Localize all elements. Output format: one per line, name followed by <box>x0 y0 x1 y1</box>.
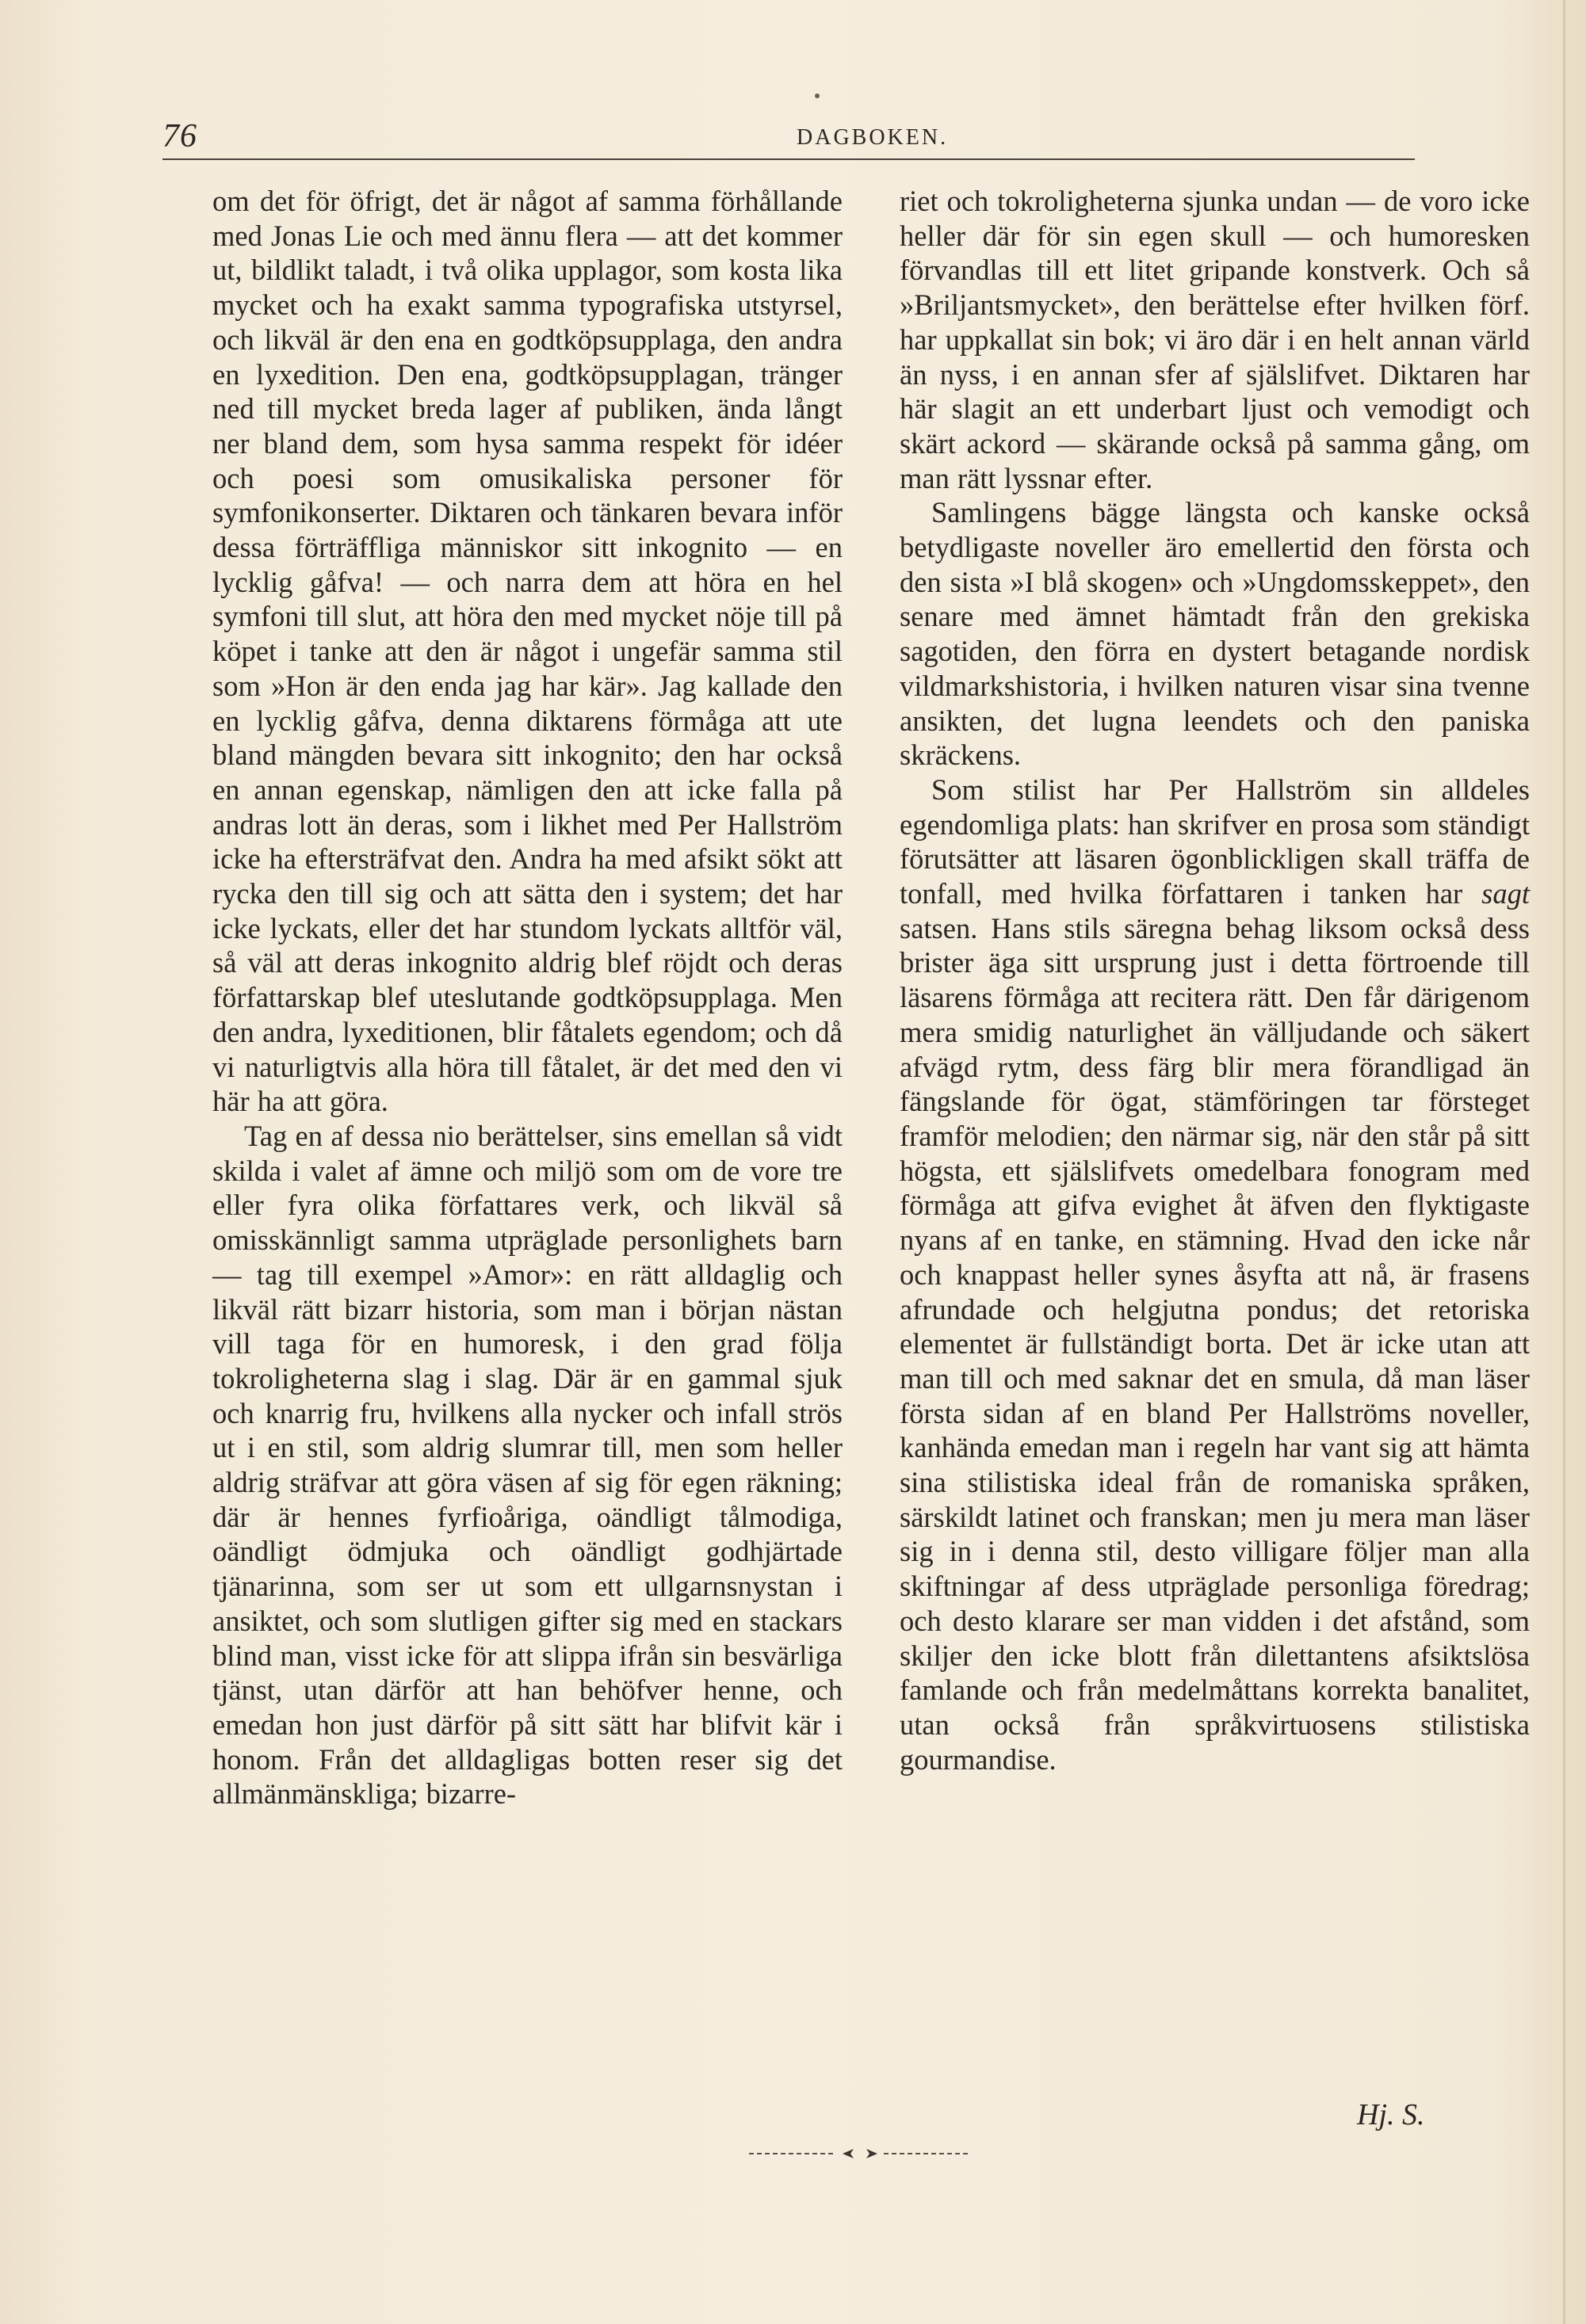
paragraph-text: Som stilist har Per Hallström sin alldeles egendomliga plats: han skrifver en prosa som ständigt förutsätter att läsaren ögonblickligen skall träffa de tonfall, med hvilka författaren i tanken har <box>900 773 1530 910</box>
page-edge <box>1563 0 1565 2324</box>
paragraph-text: satsen. Hans stils säregna behag liksom också dess brister äga sitt ursprung just i detta förtroende till läsarens förmåga att recitera rätt. Den får därigenom mera smidig naturlighet än välljudande och säkert afvägd rytm, dess färg blir mera förandligad än fängslande för ögat, stämföringen tar försteget framför melodien; den närmar sig, när den står på sitt högsta, ett själslifvets omedelbara fonogram med förmåga att gifva evighet åt äfven den flyktigaste nyans af en tanke, en stämning. Hvad den icke når och knappast heller synes åsyfta att nå, är frasens afrundade och helgjutna pondus; det retoriska elementet är fullständigt borta. Det är icke utan att man till och med saknar det en smula, då man läser första sidan af en bland Per Hallströms noveller, kanhända emedan man i regeln har vant sig att hämta sina stilistiska ideal från de romaniska språken, särskildt latinet och franskan; men ju mera man läser sig in i denna stil, desto villigare följer man alla skiftningar af dess utpräglade personliga föredrag; och desto klarare ser man vidden i det afstånd, som skiljer den icke blott från dilettantens afsiktslösa famlande och från medelmåttans korrekta banalitet, utan också från språkvirtuosens stilistiska gourmandise. <box>900 911 1530 1776</box>
right-column <box>900 184 1530 1776</box>
page-number: 76 <box>162 118 197 155</box>
left-paragraph-2: Tag en af dessa nio berättelser, sins emellan så vidt skilda i valet af ämne och miljö som om de vore tre eller fyra olika författares verk, och likväl så omisskännligt samma utpräglade personlighets barn — tag till exempel »Amor»: en rätt alldaglig och likväl rätt bizarr historia, som man i början nästan vill taga för en humoresk, i den grad följa tokroligheterna slag i slag. Där är en gammal sjuk och knarrig fru, hvilkens alla nycker och infall strös ut i en stil, som aldrig slumrar till, men som heller aldrig sträfvar att göra väsen af sig för egen räkning; där är hennes fyrfioåriga, oändligt tålmodiga, oändligt ödmjuka och oändligt godhjärtade tjänarinna, som ser ut som ett ullgarnsnystan i ansiktet, och som slutligen gifter sig med en stackars blind man, visst icke för att slippa ifrån sin besvärliga tjänst, utan därför att han behöfver henne, och emedan hon just därför på sitt sätt har blifvit kär i honom. Från det alldagligas botten reser sig det allmänmänskliga; bizarre- <box>212 1119 843 1811</box>
header-rule <box>162 158 1415 160</box>
right-paragraph-3 <box>900 773 1530 1776</box>
right-paragraph-1: riet och tokroligheterna sjunka undan — de voro icke heller där för sin egen skull — och humoresken förvandlas till ett litet gripande konstverk. Och så »Briljantsmycket», den berättelse efter hvilken förf. har uppkallat sin bok; vi äro där i en helt annan värld än nyss, i en annan sfer af själslifvet. Diktaren har här slagit an ett underbart ljust och vemodigt och skärt ackord — skärande också på samma gång, om man rätt lyssnar efter. <box>900 185 1530 494</box>
right-paragraph-2: Samlingens bägge längsta och kanske också betydligaste noveller äro emellertid den första och den sista »I blå skogen» och »Ungdomsskeppet», den senare med ämnet hämtadt från den grekiska sagotiden, den förra en dystert betagande nordisk vildmarkshistoria, i hvilken naturen visar sina tvenne ansikten, det lugna leendets och den paniska skräckens. <box>900 496 1530 772</box>
page-header <box>162 117 1415 165</box>
ink-speck <box>815 93 820 98</box>
author-signature: Hj. S. <box>1357 2098 1425 2131</box>
left-column <box>212 184 843 1811</box>
running-head: DAGBOKEN. <box>797 125 949 150</box>
end-ornament-icon <box>741 2146 979 2162</box>
italic-word: sagt <box>1481 877 1530 910</box>
left-paragraph-1: om det för öfrigt, det är något af samma förhållande med Jonas Lie och med ännu flera — att det kommer ut, bildlikt taladt, i två olika upplagor, som kosta lika mycket och ha exakt samma typografiska utstyrsel, och likväl är den ena en godtköpsupplaga, den andra en lyxedition. Den ena, godtköpsupplagan, tränger ned till mycket breda lager af publiken, ända långt ner bland dem, som hysa samma respekt för idéer och poesi som omusikaliska personer för symfonikonserter. Diktaren och tänkaren bevara inför dessa förträffliga människor sitt inkognito — en lycklig gåfva! — och narra dem att höra en hel symfoni till slut, att höra den med mycket nöje till på köpet i tanke att den är något i ungefär samma stil som »Hon är den enda jag har kär». Jag kallade den en lycklig gåfva, denna diktarens förmåga att ute bland mängden bevara sitt inkognito; den har också en annan egenskap, nämligen den att icke falla på andras lott än deras, som i likhet med Per Hallström icke ha eftersträfvat den. Andra ha med afsikt sökt att rycka den till sig och att sätta den i system; det har icke lyckats, eller det har stundom lyckats alltför väl, så väl att deras inkognito aldrig blef röjdt och deras författarskap blef uteslutande godtköpsupplaga. Men den andra, lyxeditionen, blir fåtalets egendom; och då vi naturligtvis alla höra till fåtalet, är det med den vi här ha att göra. <box>212 185 843 1118</box>
